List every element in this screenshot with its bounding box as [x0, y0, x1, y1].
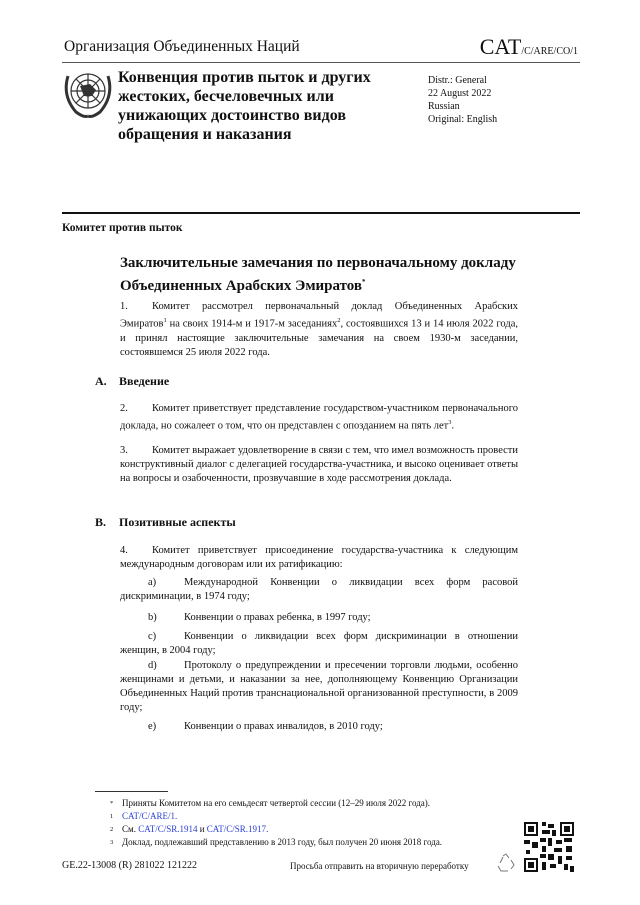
footnote-mark: 1 [110, 813, 114, 820]
distr: Distr.: General [428, 75, 487, 86]
section-b-heading [95, 515, 236, 530]
item-text: Международной Конвенции о ликвидации всех форм расовой дискриминации, в 1974 году; [120, 577, 518, 602]
footnote [110, 836, 442, 849]
text: . [451, 420, 455, 432]
heading-text: Заключительные замечания по первоначальному докладу Объединенных Арабских Эмиратов [120, 255, 516, 294]
heading-footnote-mark: * [362, 278, 366, 286]
symbol-suffix: /C/ARE/CO/1 [521, 46, 578, 57]
footnote-mark: 3 [110, 839, 114, 846]
item-text: Протоколу о предупреждении и пресечении торговли людьми, особенно женщинами и детьми, и наказании за нее, дополняющему Конвенцию Организации Объединенных Наций против транснациональной организованной преступности, в 2009 году; [120, 660, 518, 713]
footnote-mark: * [110, 800, 114, 807]
section-letter: B. [95, 515, 107, 529]
paragraph-number: 1. [120, 301, 128, 312]
committee-name: Комитет против пыток [62, 222, 183, 234]
paragraph-number: 3. [120, 445, 128, 456]
document-link[interactable]: CAT/C/SR.1917 [206, 824, 267, 834]
footnote-ref[interactable]: 3 [448, 419, 452, 426]
document-heading [120, 254, 520, 296]
footnote-text: . [266, 824, 269, 834]
distribution-info [428, 74, 497, 126]
un-emblem-icon [62, 66, 114, 120]
footnote-text: . [175, 811, 178, 821]
document-link[interactable]: CAT/C/ARE/1 [122, 811, 176, 821]
list-item [120, 576, 518, 604]
paragraph-number: 4. [120, 545, 128, 556]
section-a-heading [95, 374, 169, 389]
text: на своих 1914-м и 1917-м заседаниях [166, 318, 338, 330]
item-letter: a) [148, 577, 157, 588]
date: 22 August 2022 [428, 88, 492, 99]
original-language: Original: English [428, 114, 498, 125]
text: , состоявшихся 13 и 14 июля 2022 года, и принял настоящие заключительные замечания на своем 1930-м заседании, состоявшемся 25 июля 2022 года. [120, 318, 518, 358]
item-text: Конвенции о ликвидации всех форм дискриминации в отношении женщин, в 2004 году; [120, 631, 518, 656]
footnote-mark: 2 [110, 826, 114, 833]
text: Комитет выражает удовлетворение в связи с тем, что имел возможность провести конструктивный диалог с делегацией государства-участника, и высоко оценивает ответы на вопросы и озабоченности, прозвучавшие в ходе рассмотрения доклада. [120, 445, 518, 484]
recycle-icon [495, 852, 517, 874]
footnote-text: См. [122, 824, 139, 834]
footnote-ref[interactable]: 2 [337, 317, 341, 324]
item-letter: d) [148, 660, 157, 671]
recycle-text: Просьба отправить на вторичную переработку [290, 861, 469, 871]
qr-code-icon[interactable] [524, 822, 574, 872]
footnote [110, 810, 177, 823]
text: Комитет рассмотрел первоначальный доклад Объединенных Арабских Эмиратов [120, 301, 518, 330]
header-rule [62, 62, 580, 63]
list-item [120, 611, 518, 625]
paragraph-4 [120, 544, 518, 572]
text: Комитет приветствует представление государством-участником первоначального доклада, но сожалеет о том, что он представлен с опозданием на пять лет [120, 403, 518, 432]
document-symbol [480, 34, 578, 60]
item-text: Конвенции о правах ребенка, в 1997 году; [184, 612, 371, 623]
item-letter: e) [148, 721, 157, 732]
paragraph-number: 2. [120, 403, 128, 414]
footnote-rule [95, 791, 168, 792]
list-item [120, 659, 518, 715]
footnote-text: Доклад, подлежавший представлению в 2013 году, был получен 20 июня 2018 года. [122, 837, 443, 847]
job-number: GE.22-13008 (R) 281022 121222 [62, 860, 197, 871]
paragraph-3 [120, 444, 518, 486]
convention-title: Конвенция против пыток и других жестоких, бесчеловечных или унижающих достоинство видов обращения и наказания [118, 69, 371, 143]
language: Russian [428, 101, 460, 112]
section-title: Позитивные аспекты [119, 515, 236, 529]
item-letter: b) [148, 612, 157, 623]
paragraph-2 [120, 402, 518, 434]
footnote [110, 823, 268, 836]
footnote-text: Приняты Комитетом на его семьдесят четвертой сессии (12–29 июля 2022 года). [122, 798, 431, 808]
text: Комитет приветствует присоединение государства-участника к следующим международным договорам или их ратификацию: [120, 545, 518, 570]
list-item [120, 720, 518, 734]
item-letter: c) [148, 631, 157, 642]
title-rule [62, 212, 580, 214]
item-text: Конвенции о правах инвалидов, в 2010 году; [184, 721, 383, 732]
footnote [110, 797, 430, 810]
document-link[interactable]: CAT/C/SR.1914 [138, 824, 198, 834]
organization-name: Организация Объединенных Наций [64, 38, 300, 55]
footnote-text: и [197, 824, 207, 834]
paragraph-1 [120, 300, 518, 360]
footnote-ref[interactable]: 1 [163, 317, 167, 324]
list-item [120, 630, 518, 658]
symbol-main: CAT [479, 34, 522, 59]
section-letter: A. [95, 374, 107, 388]
section-title: Введение [119, 374, 170, 388]
